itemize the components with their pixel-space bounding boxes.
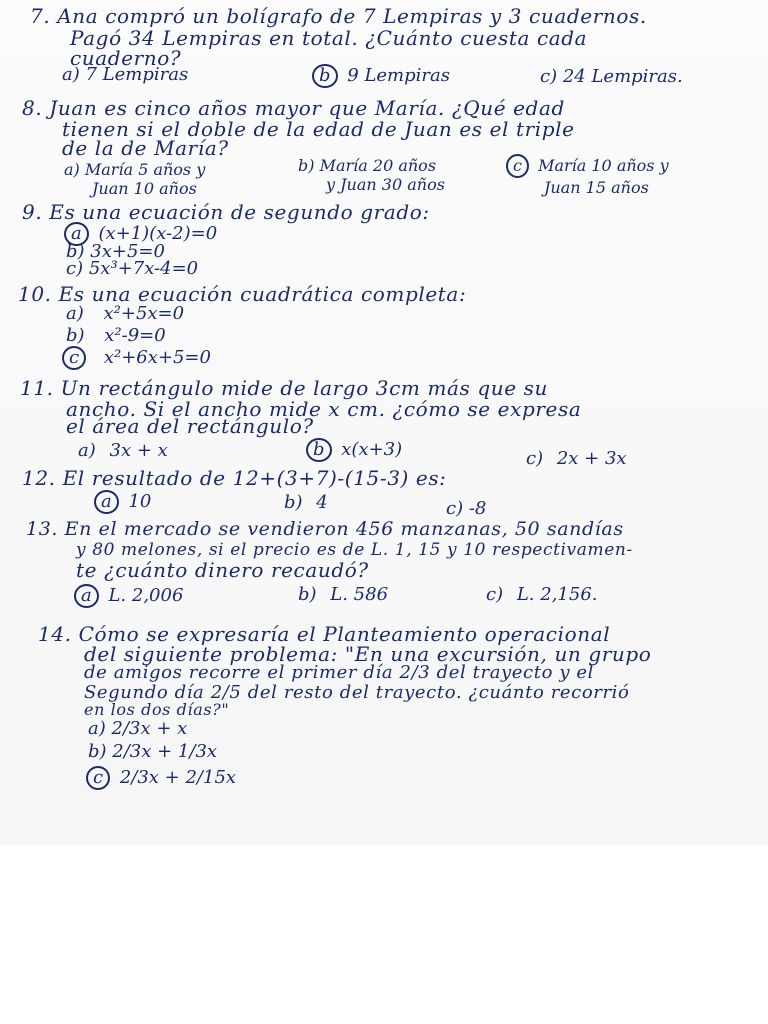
option-letter: c) — [526, 448, 544, 469]
answer-circle: a — [64, 222, 89, 246]
option-text-2: y Juan 30 años — [326, 175, 445, 194]
question-9-line-1: 9. Es una ecuación de segundo grado: — [22, 200, 430, 224]
option-text: 2x + 3x — [556, 448, 627, 469]
question-14-line-5: en los dos días?" — [84, 700, 230, 719]
question-9-option-c — [66, 258, 198, 279]
option-letter: c) — [540, 66, 558, 87]
question-13-option-a — [74, 584, 183, 608]
option-letter: b) — [88, 741, 107, 762]
question-10-option-c — [62, 346, 211, 370]
question-8-line-2: tienen si el doble de la edad de Juan es el triple — [62, 117, 575, 141]
question-8-option-a — [64, 160, 205, 198]
answer-circle: c — [86, 766, 110, 790]
question-7-line-3: cuaderno? — [70, 46, 182, 70]
question-10-option-b — [66, 325, 166, 346]
question-7-option-c — [540, 66, 683, 87]
page-background — [0, 845, 768, 1024]
question-7-option-a — [62, 64, 188, 85]
option-letter: b) — [298, 584, 317, 605]
question-12-line-1: 12. El resultado de 12+(3+7)-(15-3) es: — [22, 466, 447, 490]
question-14-line-1: 14. Cómo se expresaría el Planteamiento operacional — [38, 622, 611, 646]
answer-circle: c — [506, 154, 529, 178]
question-13-line-3: te ¿cuánto dinero recaudó? — [76, 558, 369, 582]
answer-circle: a — [74, 584, 99, 608]
question-11-line-2: ancho. Si el ancho mide x cm. ¿cómo se expresa — [66, 397, 582, 421]
option-text: 4 — [316, 492, 328, 513]
option-text: 2/3x + x — [111, 718, 188, 739]
option-letter: b) — [66, 325, 85, 346]
question-8-line-1: 8. Juan es cinco años mayor que María. ¿Qué edad — [22, 96, 565, 120]
option-text: x(x+3) — [341, 439, 403, 460]
option-text-2: Juan 15 años — [544, 178, 649, 197]
option-text-2: Juan 10 años — [92, 179, 197, 198]
option-text: (x+1)(x-2)=0 — [98, 223, 218, 244]
option-text: L. 586 — [330, 584, 389, 605]
question-12-option-b — [284, 492, 328, 513]
answer-circle: c — [62, 346, 86, 370]
option-letter: a) — [78, 440, 96, 461]
question-14-option-b — [88, 741, 217, 762]
question-7-line-1: 7. Ana compró un bolígrafo de 7 Lempiras y 3 cuadernos. — [30, 4, 647, 28]
question-10-line-1: 10. Es una ecuación cuadrática completa: — [18, 282, 467, 306]
option-text-1: María 20 años — [319, 156, 437, 175]
question-11-line-1: 11. Un rectángulo mide de largo 3cm más que su — [20, 376, 548, 400]
answer-circle: a — [94, 490, 119, 514]
question-14-line-4: Segundo día 2/5 del resto del trayecto. ¿cuánto recorrió — [84, 682, 630, 703]
question-14-option-a — [88, 718, 187, 739]
question-7-line-2: Pagó 34 Lempiras en total. ¿Cuánto cuesta cada — [70, 26, 588, 50]
option-text: 5x³+7x-4=0 — [88, 258, 199, 279]
option-letter: a) — [66, 303, 84, 324]
option-letter: b) — [66, 241, 85, 262]
option-letter: c) — [486, 584, 504, 605]
question-11-option-a — [78, 440, 168, 461]
option-text: 2/3x + 1/3x — [112, 741, 218, 762]
answer-circle: b — [312, 64, 338, 88]
question-11-option-c — [526, 448, 627, 469]
question-12-option-a — [94, 490, 151, 514]
option-text: -8 — [468, 498, 487, 519]
question-7-option-b — [312, 64, 450, 88]
option-text: L. 2,006 — [108, 585, 184, 606]
question-14-option-c — [86, 766, 236, 790]
question-14-line-2: del siguiente problema: "En una excursión, un grupo — [84, 642, 652, 666]
option-text: 7 Lempiras — [85, 64, 189, 85]
option-letter: a) — [64, 160, 80, 179]
answer-circle: b — [306, 438, 332, 462]
option-text: 2/3x + 2/15x — [119, 767, 237, 788]
option-letter: a) — [88, 718, 106, 739]
option-text: 3x+5=0 — [90, 241, 165, 262]
question-13-line-1: 13. En el mercado se vendieron 456 manzanas, 50 sandías — [26, 518, 624, 540]
question-14-line-3: de amigos recorre el primer día 2/3 del trayecto y el — [84, 662, 595, 683]
question-10-option-a — [66, 303, 184, 324]
question-12-option-c — [446, 498, 486, 519]
question-13-line-2: y 80 melones, si el precio es de L. 1, 15 y 10 respectivamen- — [76, 540, 633, 560]
question-13-option-c — [486, 584, 598, 605]
question-8-line-3: de la de María? — [62, 136, 229, 160]
option-text-1: María 10 años y — [538, 156, 669, 175]
question-13-option-b — [298, 584, 388, 605]
option-letter: a) — [62, 64, 80, 85]
option-letter: b) — [298, 156, 315, 175]
option-text: 10 — [128, 491, 152, 512]
option-text-1: María 5 años y — [84, 160, 206, 179]
option-letter: b) — [284, 492, 303, 513]
option-text: 3x + x — [109, 440, 168, 461]
question-11-line-3: el área del rectángulo? — [66, 414, 314, 438]
question-8-option-c — [506, 154, 669, 197]
option-text: 9 Lempiras — [347, 65, 450, 86]
question-11-option-b — [306, 438, 402, 462]
question-8-option-b — [298, 156, 445, 194]
option-letter: c) — [66, 258, 84, 279]
option-text: x²+6x+5=0 — [103, 347, 211, 368]
option-text: 24 Lempiras. — [562, 66, 683, 87]
option-letter: c) — [446, 498, 464, 519]
option-text: x²+5x=0 — [103, 303, 185, 324]
option-text: x²-9=0 — [104, 325, 166, 346]
option-text: L. 2,156. — [516, 584, 598, 605]
